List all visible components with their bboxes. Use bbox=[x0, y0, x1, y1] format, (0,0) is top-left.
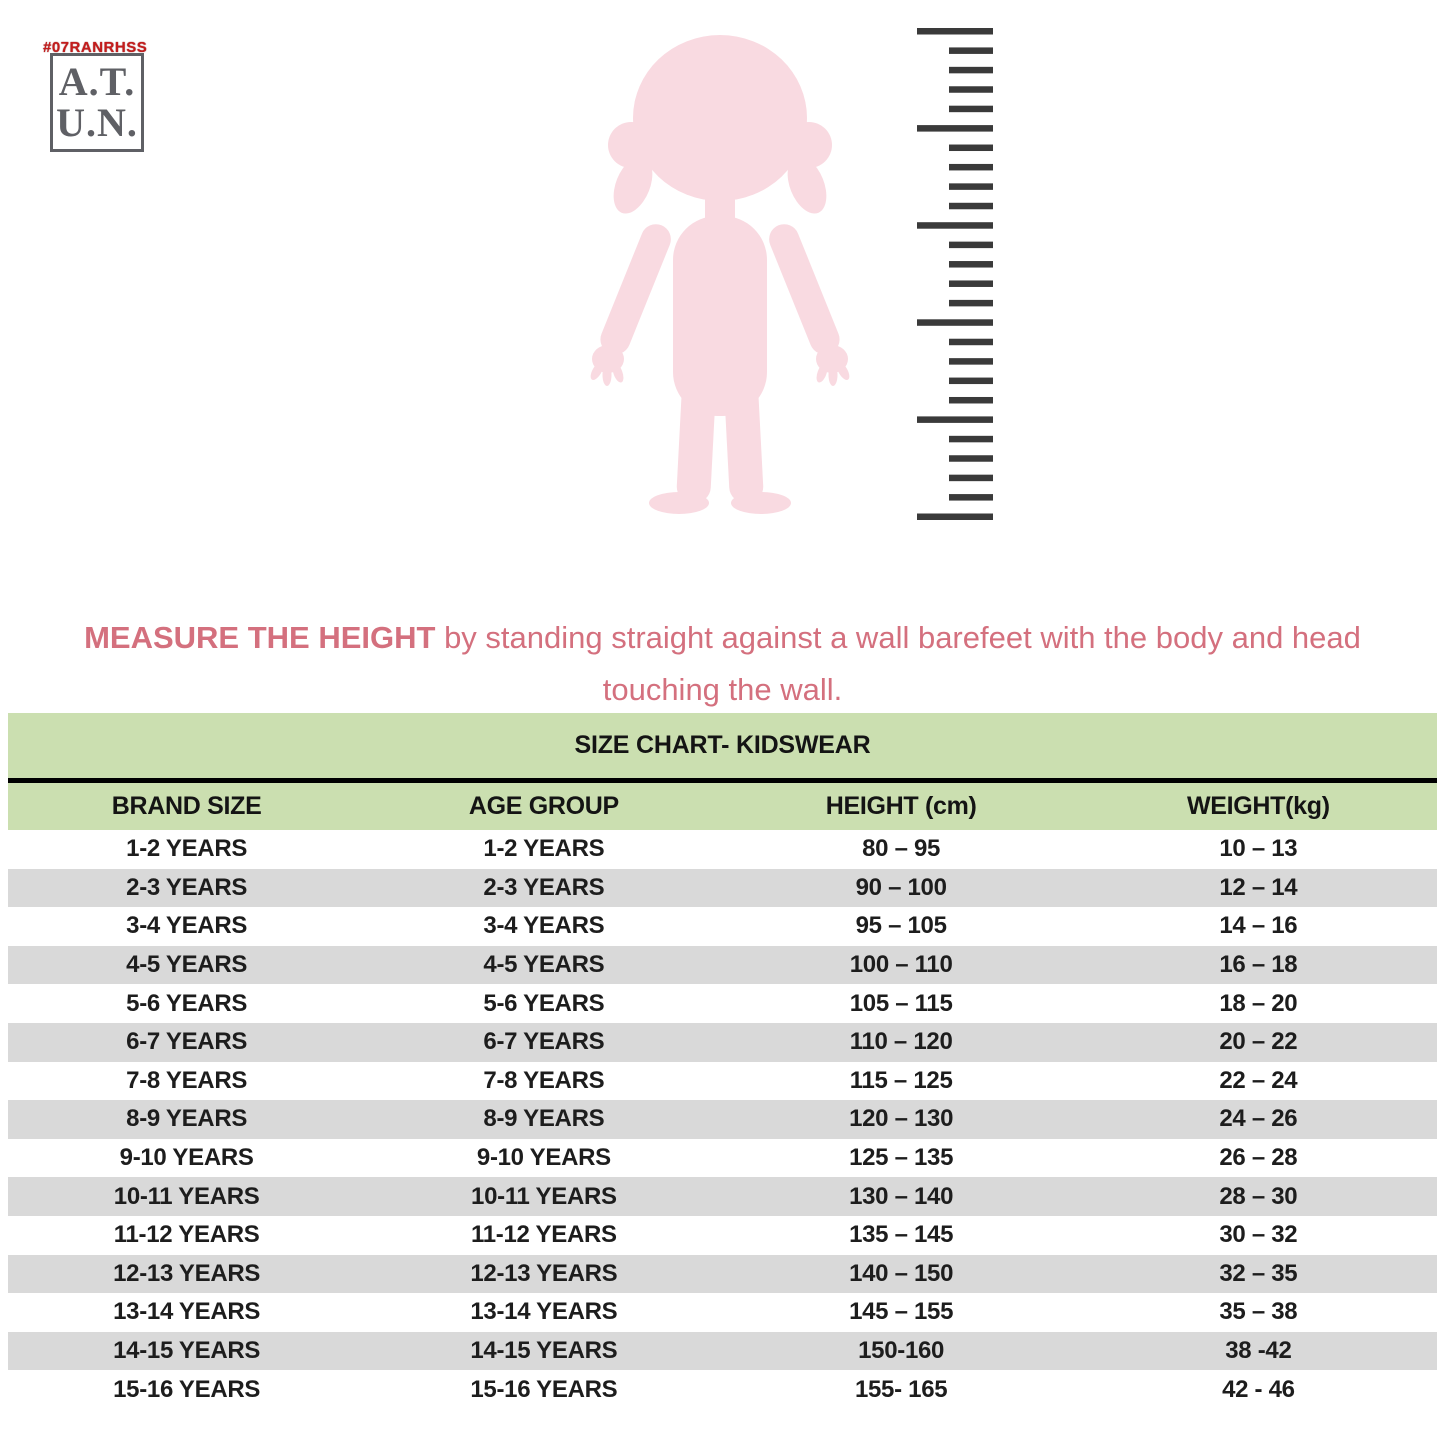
age-group-cell: 13-14 YEARS bbox=[470, 1298, 618, 1326]
table-row bbox=[8, 1216, 1437, 1255]
logo-watermark-code: #07RANRHSS bbox=[43, 39, 148, 56]
brand-size-cell: 6-7 YEARS bbox=[126, 1028, 248, 1056]
height-cell: 155- 165 bbox=[854, 1375, 948, 1403]
weight-cell: 16 – 18 bbox=[1219, 951, 1298, 979]
weight-cell: 32 – 35 bbox=[1219, 1259, 1298, 1287]
weight-cell: 42 - 46 bbox=[1222, 1375, 1295, 1403]
table-title: SIZE CHART- KIDSWEAR bbox=[574, 731, 871, 759]
weight-cell: 10 – 13 bbox=[1219, 835, 1298, 863]
age-group-cell: 8-9 YEARS bbox=[483, 1105, 605, 1133]
measure-instruction bbox=[0, 612, 1445, 716]
table-row bbox=[8, 946, 1437, 985]
height-cell: 105 – 115 bbox=[849, 989, 953, 1017]
brand-logo-line1: A.T. bbox=[58, 58, 136, 104]
age-group-cell: 15-16 YEARS bbox=[470, 1375, 618, 1403]
age-group-cell: 1-2 YEARS bbox=[483, 835, 605, 863]
brand-logo-text bbox=[56, 58, 138, 145]
brand-size-cell: 4-5 YEARS bbox=[126, 951, 248, 979]
height-cell: 120 – 130 bbox=[849, 1105, 954, 1133]
height-cell: 130 – 140 bbox=[849, 1182, 954, 1210]
brand-size-cell: 10-11 YEARS bbox=[113, 1182, 260, 1210]
brand-size-cell: 3-4 YEARS bbox=[126, 912, 248, 940]
brand-size-cell: 8-9 YEARS bbox=[126, 1105, 248, 1133]
weight-cell: 12 – 14 bbox=[1219, 873, 1298, 901]
measure-instruction-rest: by standing straight against a wall barefeet with the body and head touching the wall. bbox=[435, 620, 1361, 707]
size-table-header bbox=[8, 783, 1437, 830]
table-row bbox=[8, 1370, 1437, 1409]
size-chart-table bbox=[8, 713, 1437, 1409]
girl-silhouette-icon bbox=[585, 33, 875, 533]
table-row bbox=[8, 1255, 1437, 1294]
header-row bbox=[8, 783, 1437, 830]
weight-cell: 35 – 38 bbox=[1219, 1298, 1298, 1326]
weight-cell: 28 – 30 bbox=[1219, 1182, 1298, 1210]
weight-cell: 22 – 24 bbox=[1219, 1066, 1298, 1094]
height-cell: 145 – 155 bbox=[849, 1298, 954, 1326]
table-row bbox=[8, 907, 1437, 946]
weight-cell: 14 – 16 bbox=[1219, 912, 1298, 940]
height-cell: 80 – 95 bbox=[862, 835, 941, 863]
height-cell: 150-160 bbox=[858, 1337, 945, 1365]
weight-cell: 20 – 22 bbox=[1219, 1028, 1298, 1056]
brand-size-cell: 7-8 YEARS bbox=[126, 1066, 248, 1094]
height-cell: 100 – 110 bbox=[849, 951, 953, 979]
brand-size-cell: 2-3 YEARS bbox=[126, 873, 248, 901]
col-header-weight: WEIGHT(kg) bbox=[1186, 792, 1330, 820]
weight-cell: 26 – 28 bbox=[1219, 1144, 1298, 1172]
measure-instruction-text bbox=[83, 612, 1363, 716]
weight-cell: 38 -42 bbox=[1225, 1337, 1292, 1365]
height-cell: 135 – 145 bbox=[849, 1221, 954, 1249]
brand-logo bbox=[50, 53, 144, 152]
height-cell: 140 – 150 bbox=[849, 1259, 954, 1287]
brand-size-cell: 9-10 YEARS bbox=[119, 1144, 254, 1172]
age-group-cell: 6-7 YEARS bbox=[483, 1028, 605, 1056]
age-group-cell: 10-11 YEARS bbox=[471, 1182, 617, 1210]
height-cell: 115 – 125 bbox=[849, 1066, 953, 1094]
table-row bbox=[8, 1139, 1437, 1178]
weight-cell: 24 – 26 bbox=[1219, 1105, 1298, 1133]
height-ruler-icon bbox=[917, 28, 993, 520]
age-group-cell: 11-12 YEARS bbox=[471, 1221, 617, 1249]
table-row bbox=[8, 1023, 1437, 1062]
table-title-band bbox=[8, 713, 1437, 778]
age-group-cell: 9-10 YEARS bbox=[476, 1144, 611, 1172]
brand-size-cell: 5-6 YEARS bbox=[126, 989, 248, 1017]
age-group-cell: 3-4 YEARS bbox=[483, 912, 605, 940]
weight-cell: 30 – 32 bbox=[1219, 1221, 1298, 1249]
weight-cell: 18 – 20 bbox=[1219, 989, 1298, 1017]
age-group-cell: 2-3 YEARS bbox=[483, 873, 605, 901]
age-group-cell: 14-15 YEARS bbox=[470, 1337, 618, 1365]
brand-size-cell: 13-14 YEARS bbox=[113, 1298, 261, 1326]
brand-size-cell: 11-12 YEARS bbox=[113, 1221, 260, 1249]
col-header-brand-size: BRAND SIZE bbox=[111, 792, 262, 820]
table-row bbox=[8, 984, 1437, 1023]
table-row bbox=[8, 1100, 1437, 1139]
brand-size-cell: 1-2 YEARS bbox=[126, 835, 248, 863]
brand-size-cell: 15-16 YEARS bbox=[113, 1375, 261, 1403]
table-row bbox=[8, 1062, 1437, 1101]
table-row bbox=[8, 1293, 1437, 1332]
height-cell: 90 – 100 bbox=[855, 873, 947, 901]
table-row bbox=[8, 1177, 1437, 1216]
brand-logo-line2: U.N. bbox=[56, 99, 138, 145]
height-cell: 125 – 135 bbox=[849, 1144, 954, 1172]
brand-size-cell: 12-13 YEARS bbox=[113, 1259, 261, 1287]
col-header-age-group: AGE GROUP bbox=[468, 792, 619, 820]
age-group-cell: 12-13 YEARS bbox=[470, 1259, 618, 1287]
col-header-height: HEIGHT (cm) bbox=[825, 792, 977, 820]
measure-instruction-bold: MEASURE THE HEIGHT bbox=[84, 620, 436, 655]
size-table-body bbox=[8, 830, 1437, 1409]
table-row bbox=[8, 1332, 1437, 1371]
height-cell: 95 – 105 bbox=[855, 912, 947, 940]
table-row bbox=[8, 869, 1437, 908]
brand-size-cell: 14-15 YEARS bbox=[113, 1337, 261, 1365]
height-cell: 110 – 120 bbox=[849, 1028, 953, 1056]
age-group-cell: 7-8 YEARS bbox=[483, 1066, 605, 1094]
age-group-cell: 4-5 YEARS bbox=[483, 951, 605, 979]
size-table-grid bbox=[8, 783, 1437, 1409]
table-row bbox=[8, 830, 1437, 869]
age-group-cell: 5-6 YEARS bbox=[483, 989, 605, 1017]
